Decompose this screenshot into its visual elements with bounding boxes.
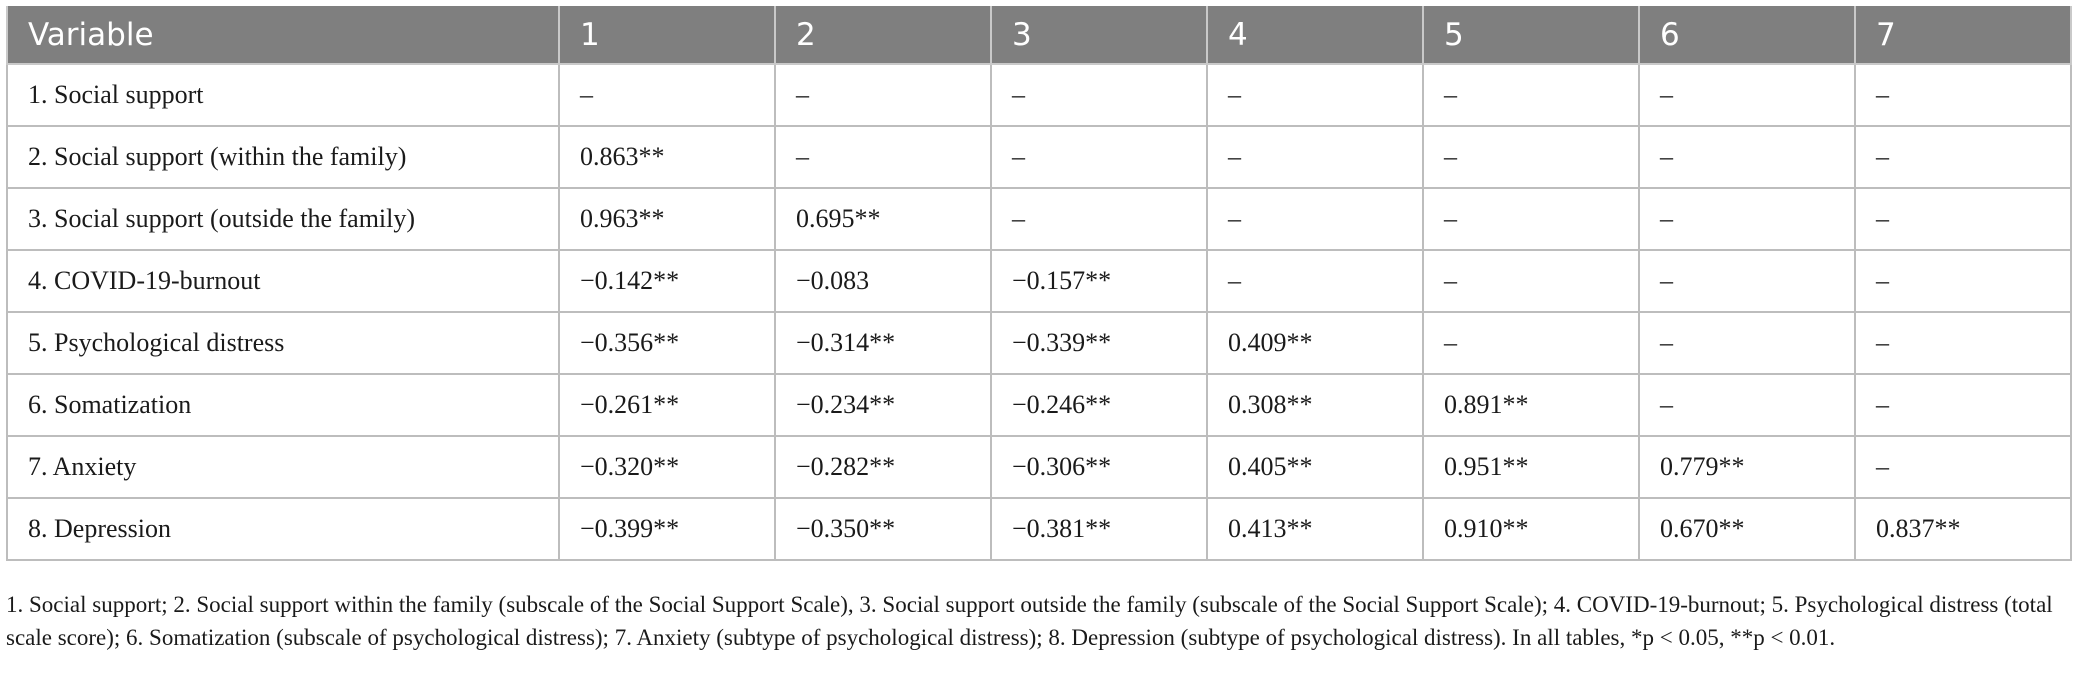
table-cell: 0.413**: [1207, 498, 1423, 560]
table-cell: −0.246**: [991, 374, 1207, 436]
table-cell: –: [1639, 250, 1855, 312]
table-cell: 0.670**: [1639, 498, 1855, 560]
table-cell: 0.951**: [1423, 436, 1639, 498]
table-cell: –: [775, 64, 991, 126]
table-cell: –: [1855, 126, 2071, 188]
table-cell: 0.891**: [1423, 374, 1639, 436]
header-col-3: 3: [991, 6, 1207, 64]
table-cell: –: [991, 64, 1207, 126]
table-row: [7, 126, 2071, 188]
table-cell: −0.350**: [775, 498, 991, 560]
table-cell: –: [1855, 188, 2071, 250]
header-row: [7, 6, 2071, 64]
row-label: 5. Psychological distress: [7, 312, 559, 374]
table-cell: –: [1423, 312, 1639, 374]
table-cell: −0.261**: [559, 374, 775, 436]
header-col-7: 7: [1855, 6, 2071, 64]
table-cell: −0.234**: [775, 374, 991, 436]
table-cell: –: [1423, 250, 1639, 312]
table-row: [7, 250, 2071, 312]
table-cell: –: [1855, 64, 2071, 126]
table-cell: –: [991, 188, 1207, 250]
table-body: [7, 64, 2071, 560]
table-cell: –: [991, 126, 1207, 188]
table-row: [7, 312, 2071, 374]
table-cell: 0.308**: [1207, 374, 1423, 436]
table-cell: −0.381**: [991, 498, 1207, 560]
row-label: 7. Anxiety: [7, 436, 559, 498]
table-cell: −0.282**: [775, 436, 991, 498]
header-col-5: 5: [1423, 6, 1639, 64]
table-cell: –: [1855, 312, 2071, 374]
table-row: [7, 64, 2071, 126]
table-row: [7, 436, 2071, 498]
table-cell: –: [775, 126, 991, 188]
table-footnote: 1. Social support; 2. Social support within the family (subscale of the Social Support Scale), 3. Social support outside the family (subscale of the Social Support Scale); 4. COVID-19-burnout; 5. Psychological distress (total scale score); 6. Somatization (subscale of psychological distress); 7. Anxiety (subtype of psychological distress); 8. Depression (subtype of psychological distress). In all tables, *p < 0.05, **p < 0.01.: [6, 592, 2053, 650]
correlation-table-container: [6, 6, 2070, 561]
header-col-2: 2: [775, 6, 991, 64]
table-cell: −0.314**: [775, 312, 991, 374]
table-cell: 0.837**: [1855, 498, 2071, 560]
table-cell: −0.399**: [559, 498, 775, 560]
header-variable: Variable: [7, 6, 559, 64]
table-cell: −0.356**: [559, 312, 775, 374]
table-cell: –: [1639, 312, 1855, 374]
table-cell: –: [1423, 64, 1639, 126]
table-cell: 0.963**: [559, 188, 775, 250]
table-cell: 0.409**: [1207, 312, 1423, 374]
table-cell: –: [1423, 188, 1639, 250]
table-cell: −0.306**: [991, 436, 1207, 498]
table-cell: −0.339**: [991, 312, 1207, 374]
table-cell: 0.910**: [1423, 498, 1639, 560]
table-cell: −0.320**: [559, 436, 775, 498]
table-cell: −0.083: [775, 250, 991, 312]
row-label: 3. Social support (outside the family): [7, 188, 559, 250]
table-cell: –: [1639, 126, 1855, 188]
table-cell: –: [1855, 436, 2071, 498]
table-cell: 0.863**: [559, 126, 775, 188]
table-cell: 0.695**: [775, 188, 991, 250]
correlation-table: [6, 6, 2072, 561]
row-label: 4. COVID-19-burnout: [7, 250, 559, 312]
table-cell: –: [1639, 188, 1855, 250]
table-cell: –: [1207, 126, 1423, 188]
table-cell: –: [1423, 126, 1639, 188]
table-cell: –: [559, 64, 775, 126]
header-col-4: 4: [1207, 6, 1423, 64]
table-cell: 0.405**: [1207, 436, 1423, 498]
header-col-1: 1: [559, 6, 775, 64]
row-label: 6. Somatization: [7, 374, 559, 436]
table-cell: 0.779**: [1639, 436, 1855, 498]
table-cell: −0.142**: [559, 250, 775, 312]
table-cell: –: [1207, 188, 1423, 250]
table-cell: −0.157**: [991, 250, 1207, 312]
row-label: 1. Social support: [7, 64, 559, 126]
table-cell: –: [1207, 250, 1423, 312]
row-label: 8. Depression: [7, 498, 559, 560]
row-label: 2. Social support (within the family): [7, 126, 559, 188]
table-cell: –: [1207, 64, 1423, 126]
table-row: [7, 498, 2071, 560]
table-row: [7, 374, 2071, 436]
table-cell: –: [1639, 64, 1855, 126]
table-header: [7, 6, 2071, 64]
table-cell: –: [1639, 374, 1855, 436]
table-row: [7, 188, 2071, 250]
header-col-6: 6: [1639, 6, 1855, 64]
table-cell: –: [1855, 374, 2071, 436]
table-cell: –: [1855, 250, 2071, 312]
